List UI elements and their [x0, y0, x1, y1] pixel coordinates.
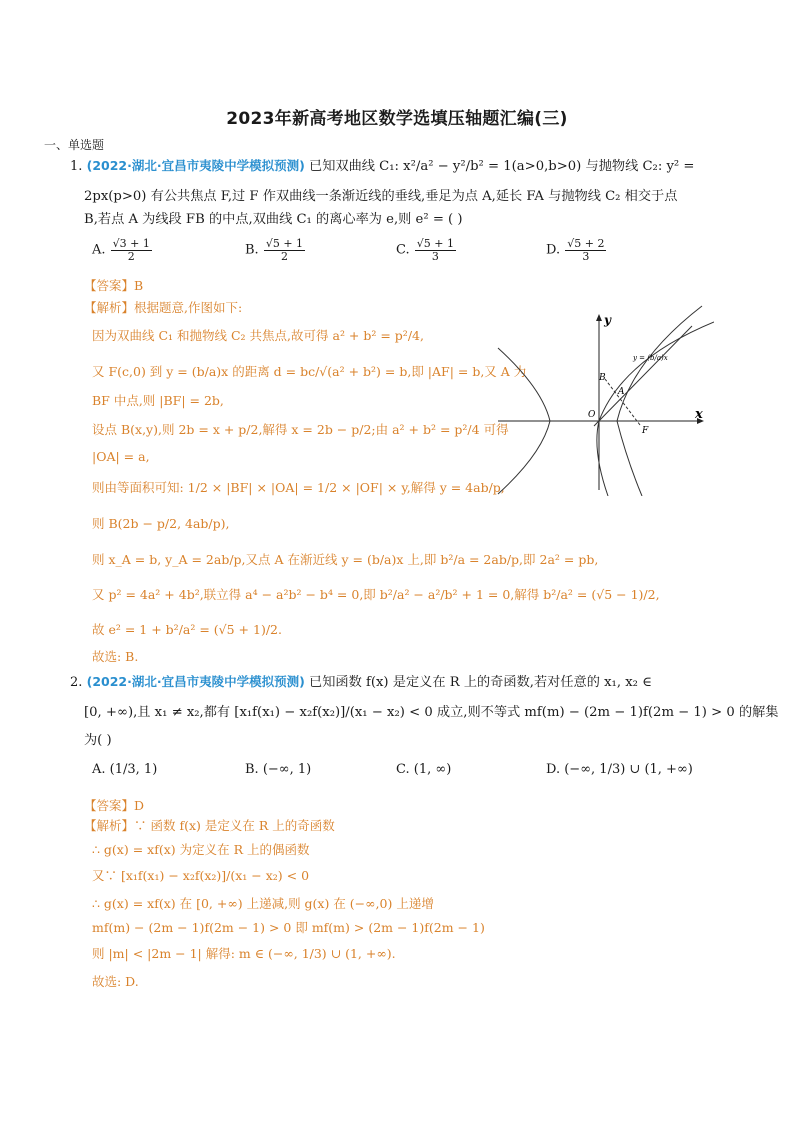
question-1-line-3: B,若点 A 为线段 FB 的中点,双曲线 C₁ 的离心率为 e,则 e² = ( ): [84, 212, 463, 227]
analysis-line: 则由等面积可知: 1/2 × |BF| × |OA| = 1/2 × |OF| × y,解得 y = 4ab/p,: [92, 480, 505, 495]
option-c[interactable]: C. (1, ∞): [396, 762, 452, 777]
analysis-line: 又 F(c,0) 到 y = (b/a)x 的距离 d = bc/√(a² + b²) = b,即 |AF| = b,又 A 为: [92, 364, 527, 379]
hyperbola-right-branch: [617, 306, 702, 496]
option-a[interactable]: A. (1/3, 1): [92, 762, 158, 777]
asymptote-line: [594, 326, 692, 426]
page-title: 2023年新高考地区数学选填压轴题汇编(三): [226, 109, 568, 129]
analysis-line: 【解析】∵ 函数 f(x) 是定义在 R 上的奇函数: [84, 818, 335, 833]
x-axis-label: x: [695, 407, 703, 422]
analysis-line: 故 e² = 1 + b²/a² = (√5 + 1)/2.: [92, 622, 282, 637]
question-source: (2022·湖北·宜昌市夷陵中学模拟预测): [86, 674, 305, 689]
option-b[interactable]: B. (−∞, 1): [245, 762, 312, 777]
analysis-line: 设点 B(x,y),则 2b = x + p/2,解得 x = 2b − p/2;由 a² + b² = p²/4 可得: [92, 422, 509, 437]
answer: 【答案】D: [84, 798, 145, 813]
segment-fb: [605, 379, 640, 425]
option-d[interactable]: D. (−∞, 1/3) ∪ (1, +∞): [546, 762, 693, 777]
point-b-label: B: [599, 373, 606, 383]
analysis-line: 则 B(2b − p/2, 4ab/p),: [92, 516, 230, 531]
analysis-line: 则 x_A = b, y_A = 2ab/p,又点 A 在渐近线 y = (b/a)x 上,即 b²/a = 2ab/p,即 2a² = pb,: [92, 552, 599, 567]
analysis-line: 【解析】根据题意,作图如下:: [84, 300, 243, 315]
point-o-label: O: [588, 410, 596, 420]
question-stem-line: 已知函数 f(x) 是定义在 R 上的奇函数,若对任意的 x₁, x₂ ∈: [309, 675, 652, 690]
point-a-label: A: [618, 387, 625, 397]
hyperbola-parabola-figure: [492, 300, 714, 496]
option-d[interactable]: D. $\frac{√5 + 2}{3}$: [546, 237, 605, 263]
question-number: 1.: [70, 159, 83, 174]
option-b[interactable]: B. $\frac{√5 + 1}{2}$: [245, 237, 304, 263]
analysis-line: 因为双曲线 C₁ 和抛物线 C₂ 共焦点,故可得 a² + b² = p²/4,: [92, 328, 424, 343]
analysis-line: ∴ g(x) = xf(x) 为定义在 R 上的偶函数: [92, 842, 310, 857]
asymptote-label: y = (b/a)x: [633, 354, 668, 362]
point-f-label: F: [642, 426, 649, 436]
answer: 【答案】B: [84, 278, 144, 293]
option-a[interactable]: A. $\frac{√3 + 1}{2}$: [92, 237, 150, 263]
option-c[interactable]: C. $\frac{√5 + 1}{3}$: [396, 237, 454, 263]
y-axis-label: y: [604, 313, 611, 327]
question-source: (2022·湖北·宜昌市夷陵中学模拟预测): [86, 158, 305, 173]
analysis-line: 又 p² = 4a² + 4b²,联立得 a⁴ − a²b² − b⁴ = 0,即 b²/a² − a²/b² + 1 = 0,解得 b²/a² = (√5 − 1)/2,: [92, 587, 660, 602]
question-2-line-2: [0, +∞),且 x₁ ≠ x₂,都有 [x₁f(x₁) − x₂f(x₂)]/(x₁ − x₂) < 0 成立,则不等式 mf(m) − (2m − 1)f(2m − 1) > 0 的解集: [84, 705, 779, 720]
question-number: 2.: [70, 675, 83, 690]
section-heading: 一、单选题: [44, 138, 105, 152]
analysis-line: 又∵ [x₁f(x₁) − x₂f(x₂)]/(x₁ − x₂) < 0: [92, 868, 310, 883]
analysis-line: mf(m) − (2m − 1)f(2m − 1) > 0 即 mf(m) > (2m − 1)f(2m − 1): [92, 920, 485, 935]
analysis-line: ∴ g(x) = xf(x) 在 [0, +∞) 上递减,则 g(x) 在 (−∞,0) 上递增: [92, 896, 434, 911]
analysis-line: 则 |m| < |2m − 1| 解得: m ∈ (−∞, 1/3) ∪ (1, +∞).: [92, 946, 396, 961]
analysis-line: |OA| = a,: [92, 449, 150, 464]
question-1-line-1: [70, 160, 694, 173]
analysis-line: 故选: B.: [92, 649, 139, 664]
question-2-line-3: 为( ): [84, 733, 112, 748]
analysis-line: BF 中点,则 |BF| = 2b,: [92, 393, 224, 408]
question-stem-line: 已知双曲线 C₁: x²/a² − y²/b² = 1(a>0,b>0) 与抛物线 C₂: y² =: [309, 159, 695, 174]
analysis-line: 故选: D.: [92, 974, 139, 989]
question-1-line-2: 2px(p>0) 有公共焦点 F,过 F 作双曲线一条渐近线的垂线,垂足为点 A,延长 FA 与抛物线 C₂ 相交于点: [84, 189, 678, 204]
question-2-line-1: [70, 676, 652, 689]
